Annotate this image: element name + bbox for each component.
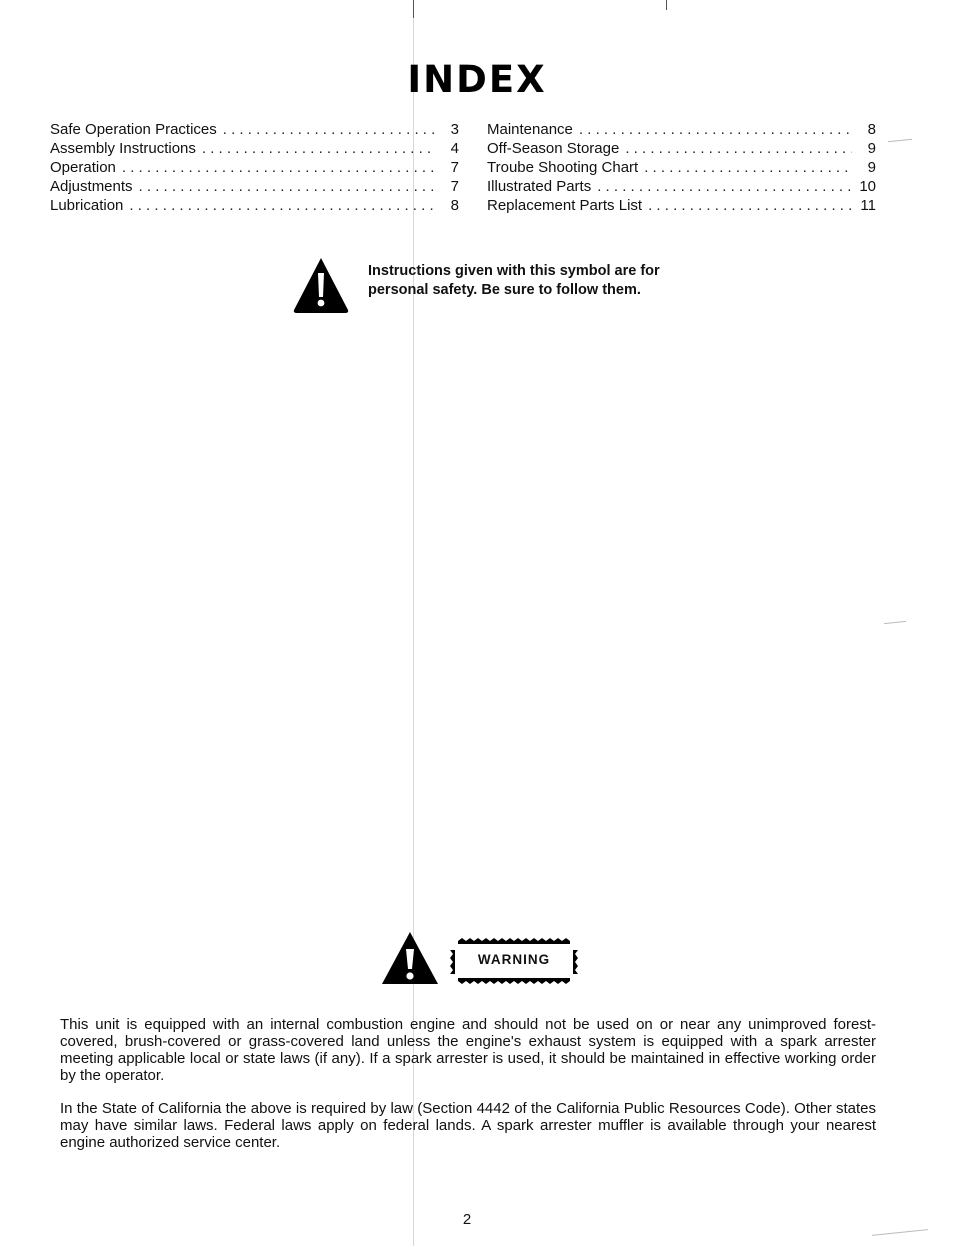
index-entry-label: Safe Operation Practices — [50, 121, 217, 138]
scan-mark — [666, 0, 667, 10]
warning-triangle-icon — [292, 256, 350, 314]
index-entry — [50, 121, 459, 140]
dot-leader — [648, 197, 852, 214]
index-entry-label: Illustrated Parts — [487, 178, 592, 195]
index-entry — [487, 159, 876, 178]
index-entry-page: 7 — [450, 178, 459, 195]
index-entry — [50, 178, 459, 197]
index-entry-label: Adjustments — [50, 178, 133, 195]
index-entry — [487, 197, 876, 216]
index-entry-page: 9 — [867, 140, 876, 157]
dot-leader — [625, 140, 852, 157]
index-entry-page: 8 — [867, 121, 876, 138]
index-entry-page: 10 — [859, 178, 876, 195]
warning-paragraph: In the State of California the above is required by law (Section 4442 of the California Public Resources Code). Other states may have similar laws. Federal laws apply on federal lands. A spark arrester muffler is available through your nearest engine authorized service center. — [60, 1100, 876, 1151]
scan-smudge — [884, 621, 906, 624]
index-entry-page: 11 — [860, 197, 876, 214]
index-entry-page: 4 — [450, 140, 459, 157]
safety-note-text: Instructions given with this symbol are for personal safety. Be sure to follow them. — [368, 263, 660, 298]
index-entry-label: Replacement Parts List — [487, 197, 643, 214]
index-entry-label: Assembly Instructions — [50, 140, 196, 157]
scan-smudge — [872, 1229, 928, 1236]
dot-leader — [202, 140, 435, 157]
index-entry — [487, 178, 876, 197]
scan-mark — [413, 0, 414, 18]
index-entry-page: 3 — [450, 121, 459, 138]
dot-leader — [139, 178, 435, 195]
dot-leader — [644, 159, 852, 176]
index-entry-label: Operation — [50, 159, 116, 176]
index-entry-page: 7 — [450, 159, 459, 176]
index-entry — [487, 140, 876, 159]
index-right-column — [487, 121, 876, 216]
index-entry-page: 9 — [867, 159, 876, 176]
index-entry — [487, 121, 876, 140]
dot-leader — [579, 121, 852, 138]
dot-leader — [223, 121, 435, 138]
index-left-column — [50, 121, 459, 216]
index-entry — [50, 140, 459, 159]
page-number: 2 — [462, 1211, 472, 1228]
scan-smudge — [888, 139, 912, 143]
index-entry-label: Maintenance — [487, 121, 573, 138]
warning-label: WARNING — [477, 952, 551, 967]
index-entry — [50, 197, 459, 216]
index-entry-label: Lubrication — [50, 197, 124, 214]
index-entry-label: Troube Shooting Chart — [487, 159, 639, 176]
warning-triangle-icon — [380, 930, 440, 986]
page-title: INDEX — [407, 58, 547, 101]
index-entry — [50, 159, 459, 178]
dot-leader — [129, 197, 435, 214]
index-entry-label: Off-Season Storage — [487, 140, 620, 157]
dot-leader — [597, 178, 852, 195]
warning-banner — [446, 936, 582, 986]
warning-paragraph: This unit is equipped with an internal combustion engine and should not be used on or near any unimproved forest-covered, brush-covered or grass-covered land unless the engine's exhaust system is equipped with a spark arrester meeting applicable local or state laws (if any). If a spark arrester is used, it should be maintained in effective working order by the operator. — [60, 1016, 876, 1084]
dot-leader — [122, 159, 435, 176]
index-entry-page: 8 — [450, 197, 459, 214]
